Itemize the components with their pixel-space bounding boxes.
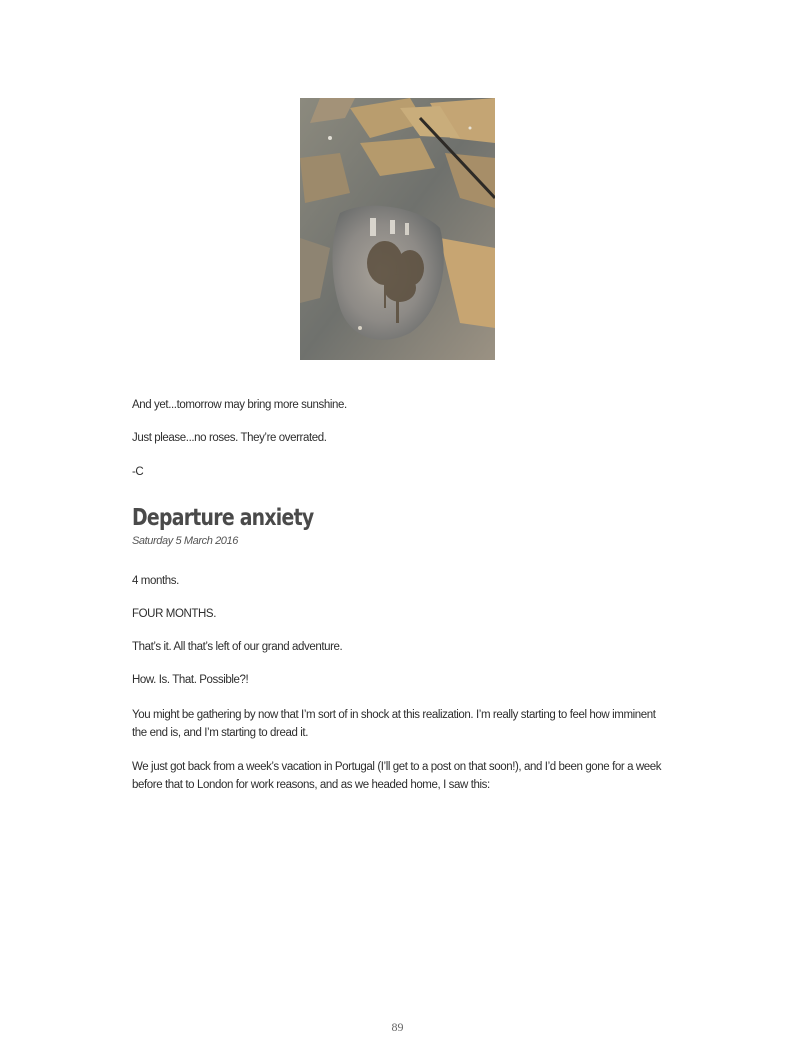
paragraph-how-possible: How. Is. That. Possible?!	[132, 674, 249, 686]
paragraph-thats-it: That’s it. All that’s left of our grand adventure.	[132, 641, 343, 653]
paragraph-4-months: 4 months.	[132, 575, 179, 587]
paragraph-sunshine: And yet...tomorrow may bring more sunshine.	[132, 399, 347, 411]
paragraph-shock: You might be gathering by now that I’m sort of in shock at this realization. I’m really starting to feel how imminent the end is, and I’m starting to dread it.	[132, 709, 656, 739]
puddle-reflection-photo	[300, 98, 495, 360]
post-title: Departure anxiety	[132, 505, 314, 531]
post-date: Saturday 5 March 2016	[132, 535, 238, 547]
paragraph-roses: Just please...no roses. They’re overrated.	[132, 432, 327, 444]
page-number: 89	[391, 1020, 404, 1034]
paragraph-signoff: -C	[132, 466, 144, 478]
paragraph-vacation: We just got back from a week’s vacation in Portugal (I’ll get to a post on that soon!), and I’d been gone for a week before that to London for work reasons, and as we headed home, I saw this:	[132, 761, 662, 791]
paragraph-four-months: FOUR MONTHS.	[132, 608, 216, 620]
